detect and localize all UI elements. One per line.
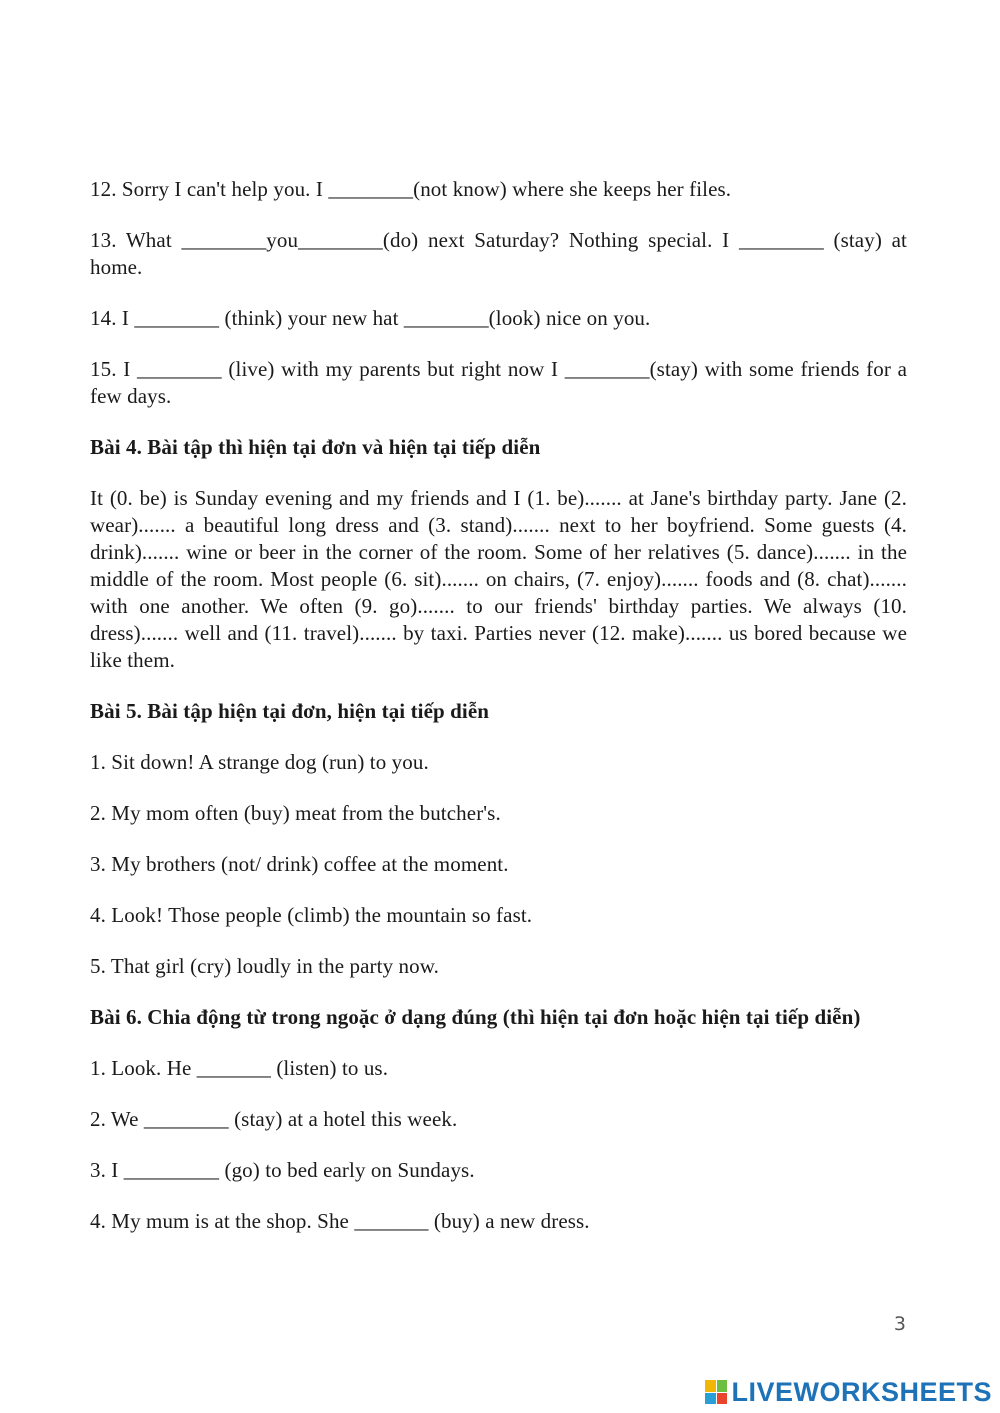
page-number: 3 — [893, 1313, 906, 1335]
exercise-item-13: 13. What ________you________(do) next Saturday? Nothing special. I ________ (stay) at home. — [90, 228, 907, 279]
bai5-item-5: 5. That girl (cry) loudly in the party now. — [90, 954, 439, 978]
bai6-item-1: 1. Look. He _______ (listen) to us. — [90, 1056, 389, 1080]
bai6-item-4: 4. My mum is at the shop. She _______ (buy) a new dress. — [90, 1209, 590, 1233]
exercise-item-15: 15. I ________ (live) with my parents but right now I ________(stay) with some friends for a few days. — [90, 357, 907, 408]
exercise-item-14: 14. I ________ (think) your new hat ________(look) nice on you. — [90, 306, 651, 330]
liveworksheets-logo-icon — [705, 1380, 727, 1404]
liveworksheets-brand[interactable] — [705, 1377, 992, 1407]
exercise-item-12: 12. Sorry I can't help you. I ________(not know) where she keeps her files. — [90, 177, 732, 201]
bai6-item-2: 2. We ________ (stay) at a hotel this week. — [90, 1107, 458, 1131]
bai6-item-3: 3. I _________ (go) to bed early on Sundays. — [90, 1158, 475, 1182]
bai5-item-4: 4. Look! Those people (climb) the mountain so fast. — [90, 903, 533, 927]
bai5-item-3: 3. My brothers (not/ drink) coffee at the moment. — [90, 852, 509, 876]
worksheet-content — [90, 176, 907, 1259]
bai6-heading: Bài 6. Chia động từ trong ngoặc ở dạng đúng (thì hiện tại đơn hoặc hiện tại tiếp diễn) — [90, 1005, 861, 1029]
brand-name: LIVEWORKSHEETS — [731, 1377, 992, 1407]
bai4-paragraph: It (0. be) is Sunday evening and my friends and I (1. be)....... at Jane's birthday party. Jane (2. wear)....... a beautiful long dress and (3. stand)....... next to her boyfriend. Some guests (4. drink)....... wine or beer in the corner of the room. Some of her relatives (5. dance)....... in the middle of the room. Most people (6. sit)....... on chairs, (7. enjoy)....... foods and (8. chat)....... with one another. We often (9. go)....... to our friends' birthday parties. We always (10. dress)....... well and (11. travel)....... by taxi. Parties never (12. make)....... us bored because we like them. — [90, 486, 907, 672]
bai5-heading: Bài 5. Bài tập hiện tại đơn, hiện tại tiếp diễn — [90, 699, 490, 723]
bai4-heading: Bài 4. Bài tập thì hiện tại đơn và hiện tại tiếp diễn — [90, 435, 541, 459]
bai5-item-2: 2. My mom often (buy) meat from the butcher's. — [90, 801, 501, 825]
bai5-item-1: 1. Sit down! A strange dog (run) to you. — [90, 750, 429, 774]
